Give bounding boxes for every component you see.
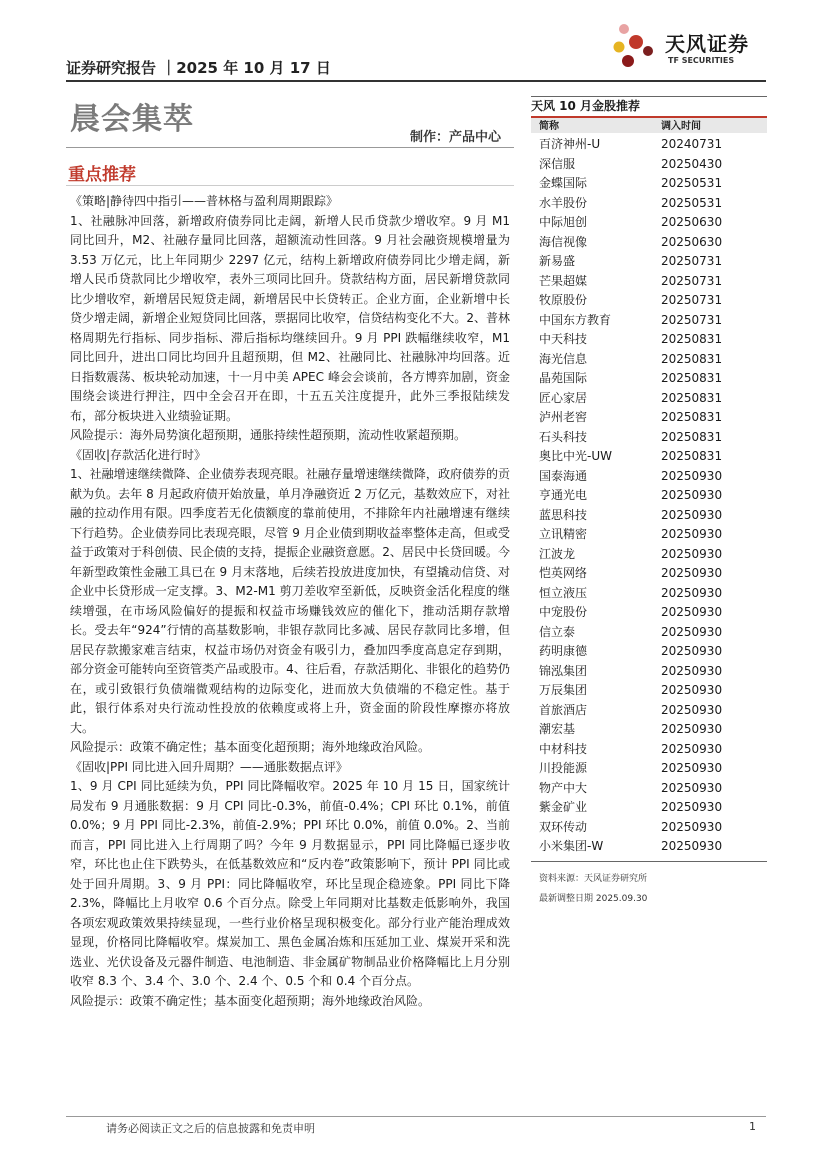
table-row	[531, 681, 767, 701]
table-row	[531, 428, 767, 448]
table-row	[531, 330, 767, 350]
stock-date: 20250430	[661, 156, 723, 171]
stock-date: 20250930	[661, 839, 723, 853]
table-row	[531, 369, 767, 389]
sidebar-table-bottom-rule	[531, 861, 767, 862]
stock-date: 20250630	[661, 234, 723, 249]
stock-date: 20250930	[661, 507, 723, 522]
table-row	[531, 759, 767, 779]
source-note: 资料来源：天风证券研究所	[539, 873, 648, 884]
stock-date: 20250531	[661, 176, 723, 190]
column-header-name: 简称	[539, 121, 559, 132]
stock-date: 20250831	[661, 351, 723, 366]
stock-date: 20250831	[661, 332, 723, 346]
stock-name: 江波龙	[539, 546, 576, 561]
table-row	[531, 135, 767, 155]
stock-name: 晶苑国际	[539, 371, 588, 385]
article-risk: 风险提示：政策不确定性；基本面变化超预期；海外地缘政治风险。	[70, 993, 431, 1008]
table-row	[531, 408, 767, 428]
table-row	[531, 174, 767, 194]
table-row	[531, 603, 767, 623]
stock-name: 海光信息	[539, 351, 588, 366]
table-row	[531, 642, 767, 662]
header-divider	[66, 80, 766, 82]
stock-date: 20250930	[661, 780, 723, 795]
table-row	[531, 701, 767, 721]
stock-date: 20250831	[661, 390, 723, 405]
stock-date: 20250930	[661, 702, 723, 717]
stock-name: 中际旭创	[539, 215, 588, 229]
stock-date: 20250930	[661, 488, 723, 502]
stock-picks-sidebar	[531, 96, 767, 909]
article	[70, 758, 510, 1012]
stock-date: 20240731	[661, 137, 723, 151]
stock-name: 水羊股份	[539, 195, 588, 210]
sidebar-footnote	[531, 869, 767, 909]
table-row	[531, 467, 767, 487]
stock-name: 百济神州-U	[539, 137, 601, 151]
stock-name: 泸州老窖	[539, 410, 588, 424]
page-title: 晨会集萃	[70, 102, 194, 137]
stock-date: 20250930	[661, 644, 723, 658]
logo-mark-icon	[608, 20, 660, 74]
stock-date: 20250930	[661, 683, 723, 697]
table-row	[531, 740, 767, 760]
stock-name: 国泰海通	[539, 468, 588, 483]
table-row	[531, 584, 767, 604]
footer-divider	[66, 1116, 766, 1117]
page-number: 1	[749, 1120, 756, 1133]
table-row	[531, 272, 767, 292]
article-title: 《策略|静待四中指引——普林格与盈利周期跟踪》	[70, 194, 339, 208]
stock-name: 信立泰	[539, 624, 576, 639]
table-row	[531, 194, 767, 214]
stock-date: 20250930	[661, 605, 723, 619]
stock-name: 立讯精密	[539, 527, 588, 541]
article	[70, 446, 510, 758]
stock-name: 恺英网络	[539, 566, 588, 580]
stock-name: 紫金矿业	[539, 800, 588, 814]
stock-name: 中国东方教育	[539, 312, 612, 327]
article-body: 1、社融脉冲回落，新增政府债券同比走阔，新增人民币贷款少增收窄。9 月 M1 同比回升，M2、社融存量同比回落，超额流动性回落。9 月社会融资规模增量为 3.53 万亿元，比上年同期少 2297 亿元，结构上新增政府债券同比少增走阔，新增人民币贷款同比少增收窄，表外三项同比回升。贷款结构方面，居民新增贷款同比少增收窄，新增居民短贷走阔，新增居民中长贷转正。企业方面，企业新增中长贷少增走阔，新增企业短贷同比回落，票据同比收窄，信贷结构变化不大。2、普林格周期先行指标、同步指标、滞后指标均继续回升。9 月 PPI 跌幅继续收窄，M1 同比回升，进出口同比均回升且超预期，但 M2、社融同比、社融脉冲均回落。近日指数震荡、板块轮动加速，十一月中美 APEC 峰会会谈前，各方博弈加剧，资金围绕会谈进行押注，四中全会召开在即，十五五关注度提升，此外三季报陆续发布，部分板块进入业绩验证期。	[70, 213, 510, 423]
stock-date: 20250531	[661, 195, 723, 210]
stock-name: 潮宏基	[539, 722, 576, 736]
stock-name: 牧原股份	[539, 293, 588, 307]
stock-name: 锦泓集团	[539, 663, 588, 678]
stock-name: 深信服	[539, 156, 576, 171]
table-row	[531, 233, 767, 253]
stock-date: 20250930	[661, 527, 723, 541]
stock-date: 20250930	[661, 624, 723, 639]
update-date: 最新调整日期 2025.09.30	[539, 893, 648, 904]
article-risk: 风险提示：政策不确定性；基本面变化超预期；海外地缘政治风险。	[70, 740, 431, 754]
stock-date: 20250831	[661, 371, 723, 385]
stock-date: 20250930	[661, 741, 723, 756]
stock-name: 奥比中光-UW	[539, 449, 612, 463]
producer-label: 制作：产品中心	[410, 130, 502, 145]
title-divider	[66, 147, 514, 148]
article-body: 1、社融增速继续微降、企业债券表现亮眼。社融存量增速继续微降，政府债券的贡献为负。去年 8 月起政府债开始放量，单月净融资近 2 万亿元，基数效应下，对社融的拉动作用有限。四季度若无化债额度的靠前使用，不排除年内社融增速有继续下行趋势。企业债券同比表现亮眼，尽管 9 月企业债到期收益率整体走高，但或受益于政策对于科创债、民企债的支持，提振企业融资意愿。2、居民中长贷回暖。今年新型政策性金融工具已在 9 月末落地，后续若投放进度加快，有望撬动信贷、对企业中长贷形成一定支撑。3、M2-M1 剪刀差收窄至新低，反映资金活化程度的继续增强，在市场风险偏好的提振和权益市场赚钱效应的催化下，推动活期存款增长。受去年“924”行情的高基数影响，非银存款同比多减、居民存款同比多增，但居民存款搬家难言结束，权益市场仍对资金有吸引力，叠加四季度高息定存到期，部分资金可能转向至资管类产品或股市。4、往后看，存款活期化、非银化的趋势仍在，或引致银行负债端微观结构的边际变化，进而放大负债端的不稳定性。基于此，银行体系对央行流动性投放的依赖度或将上升，资金面的阶段性摩擦亦将放大。	[70, 467, 510, 735]
table-row	[531, 486, 767, 506]
stock-date: 20250930	[661, 468, 723, 483]
sidebar-table-header	[531, 116, 767, 133]
stock-name: 海信视像	[539, 234, 588, 249]
stock-name: 匠心家居	[539, 390, 588, 405]
table-row	[531, 447, 767, 467]
stock-name: 石头科技	[539, 429, 588, 444]
stock-name: 首旅酒店	[539, 702, 588, 717]
stock-date: 20250930	[661, 722, 723, 736]
table-row	[531, 291, 767, 311]
stock-list	[531, 135, 767, 857]
company-logo	[608, 20, 768, 76]
table-row	[531, 350, 767, 370]
article-body: 1、9 月 CPI 同比延续为负，PPI 同比降幅收窄。2025 年 10 月 15 日，国家统计局发布 9 月通胀数据：9 月 CPI 同比-0.3%，前值-0.4%；CPI 环比 0.1%，前值 0.0%；9 月 PPI 同比-2.3%，前值-2.9%；PPI 环比 0.0%，前值 0.0%。2、当前而言，PPI 同比进入上行周期了吗？今年 9 月数据显示，PPI 同比降幅已逐步收窄，环比也止住下跌势头，在低基数效应和“反内卷”政策影响下，预计 PPI 同比或处于回升周期。3、9 月 PPI：同比降幅收窄，环比呈现企稳迹象。PPI 同比下降 2.3%，降幅比上月收窄 0.6 个百分点。除受上年同期对比基数走低影响外，我国各项宏观政策效果持续显现，一些行业价格呈现积极变化。部分行业产能治理成效显现，价格同比降幅收窄。煤炭加工、黑色金属冶炼和压延加工业、煤炭开采和洗选业、光伏设备及元器件制造、电池制造、非金属矿物制品业价格降幅比上月分别收窄 8.3 个、3.4 个、3.0 个、2.4 个、0.5 个和 0.4 个百分点。	[70, 779, 510, 988]
stock-name: 蓝思科技	[539, 507, 588, 522]
stock-date: 20250930	[661, 819, 723, 834]
table-row	[531, 545, 767, 565]
table-row	[531, 623, 767, 643]
stock-date: 20250930	[661, 546, 723, 561]
stock-date: 20250930	[661, 663, 723, 678]
stock-date: 20250930	[661, 566, 723, 580]
stock-date: 20250630	[661, 215, 723, 229]
table-row	[531, 662, 767, 682]
table-row	[531, 818, 767, 838]
table-row	[531, 252, 767, 272]
disclaimer: 请务必阅读正文之后的信息披露和免责申明	[106, 1122, 315, 1135]
section-title: 重点推荐	[68, 165, 136, 185]
stock-name: 万辰集团	[539, 683, 588, 697]
stock-name: 小米集团-W	[539, 839, 604, 853]
table-row	[531, 837, 767, 857]
stock-name: 双环传动	[539, 819, 588, 834]
section-divider	[66, 185, 514, 186]
stock-date: 20250731	[661, 312, 723, 327]
stock-date: 20250731	[661, 254, 723, 268]
main-content	[70, 192, 510, 1011]
table-row	[531, 311, 767, 331]
stock-name: 亨通光电	[539, 488, 588, 502]
article-title: 《固收|存款活化进行时》	[70, 447, 207, 462]
table-row	[531, 506, 767, 526]
stock-date: 20250930	[661, 800, 723, 814]
article	[70, 192, 510, 446]
stock-name: 新易盛	[539, 254, 576, 268]
table-row	[531, 155, 767, 175]
stock-name: 物产中大	[539, 780, 588, 795]
report-header: 证券研究报告 ｜2025 年 10 月 17 日	[66, 59, 331, 77]
table-row	[531, 798, 767, 818]
table-row	[531, 779, 767, 799]
stock-name: 金蝶国际	[539, 176, 588, 190]
stock-name: 中天科技	[539, 332, 588, 346]
stock-date: 20250831	[661, 449, 723, 463]
stock-name: 川投能源	[539, 761, 588, 775]
table-row	[531, 564, 767, 584]
table-row	[531, 213, 767, 233]
stock-name: 芒果超媒	[539, 273, 588, 288]
sidebar-title: 天风 10 月金股推荐	[531, 99, 641, 113]
article-title: 《固收|PPI 同比进入回升周期？——通胀数据点评》	[70, 759, 348, 774]
sidebar-top-rule	[531, 96, 767, 97]
stock-name: 药明康德	[539, 644, 588, 658]
logo-name: 天风证券	[665, 32, 749, 56]
stock-date: 20250930	[661, 761, 723, 775]
column-header-date: 调入时间	[661, 121, 701, 132]
stock-name: 中材科技	[539, 741, 588, 756]
stock-date: 20250831	[661, 410, 723, 424]
stock-date: 20250731	[661, 273, 723, 288]
stock-date: 20250930	[661, 585, 723, 600]
stock-date: 20250731	[661, 293, 723, 307]
table-row	[531, 389, 767, 409]
stock-date: 20250831	[661, 429, 723, 444]
article-risk: 风险提示：海外局势演化超预期，通胀持续性超预期，流动性收紧超预期。	[70, 428, 467, 442]
logo-subtitle: TF SECURITIES	[668, 56, 735, 65]
table-row	[531, 525, 767, 545]
stock-name: 恒立液压	[539, 585, 588, 600]
table-row	[531, 720, 767, 740]
stock-name: 中宠股份	[539, 605, 588, 619]
